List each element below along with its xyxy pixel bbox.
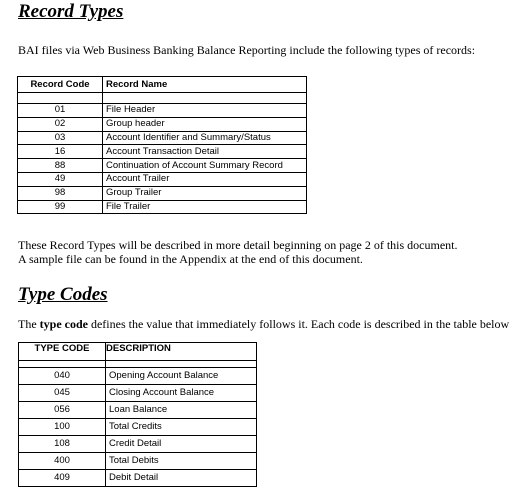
- table-row: [19, 368, 257, 385]
- type-description-cell: Loan Balance: [106, 402, 257, 419]
- table-row: [19, 385, 257, 402]
- type-codes-intro-post: defines the value that immediately follows it. Each code is described in the table below: [87, 317, 510, 331]
- table-row: [18, 145, 307, 159]
- type-code-cell: 056: [19, 402, 106, 419]
- table-row: [18, 200, 307, 214]
- record-types-heading: Record Types: [18, 1, 124, 22]
- record-types-intro: BAI files via Web Business Banking Balance Reporting include the following types of records:: [18, 43, 476, 57]
- record-name-cell: Group Trailer: [103, 186, 307, 200]
- record-code-cell: 03: [18, 131, 103, 145]
- type-code-cell: 409: [19, 470, 106, 487]
- type-code-cell: 045: [19, 385, 106, 402]
- type-codes-intro-pre: The: [18, 317, 40, 331]
- table-row: [19, 453, 257, 470]
- record-name-cell: Account Transaction Detail: [103, 145, 307, 159]
- type-description-cell: Opening Account Balance: [106, 368, 257, 385]
- type-codes-heading: Type Codes: [18, 284, 108, 305]
- table-row: [18, 172, 307, 186]
- table-row: [19, 470, 257, 487]
- column-header-description: DESCRIPTION: [106, 343, 257, 361]
- type-code-cell: 100: [19, 419, 106, 436]
- record-code-cell: 98: [18, 186, 103, 200]
- record-name-cell: Group header: [103, 117, 307, 131]
- type-codes-table: [18, 342, 257, 487]
- record-name-cell: Account Trailer: [103, 172, 307, 186]
- table-header-row: [19, 343, 257, 361]
- record-types-note-2: A sample file can be found in the Appendix at the end of this document.: [18, 252, 363, 266]
- column-header-record-name: Record Name: [103, 77, 307, 93]
- record-name-cell: Continuation of Account Summary Record: [103, 159, 307, 173]
- record-name-cell: File Header: [103, 104, 307, 118]
- type-code-cell: 108: [19, 436, 106, 453]
- record-types-note-1: These Record Types will be described in more detail beginning on page 2 of this document.: [18, 238, 458, 252]
- table-row: [18, 117, 307, 131]
- column-header-type-code: TYPE CODE: [19, 343, 106, 361]
- record-types-table: [17, 76, 307, 214]
- type-codes-intro: [18, 317, 509, 331]
- table-spacer-row: [18, 93, 307, 104]
- type-description-cell: Debit Detail: [106, 470, 257, 487]
- table-spacer-row: [19, 361, 257, 368]
- type-description-cell: Total Debits: [106, 453, 257, 470]
- table-header-row: [18, 77, 307, 93]
- table-row: [18, 159, 307, 173]
- table-row: [19, 419, 257, 436]
- type-description-cell: Credit Detail: [106, 436, 257, 453]
- column-header-record-code: Record Code: [18, 77, 103, 93]
- table-row: [18, 186, 307, 200]
- type-codes-intro-bold: type code: [39, 317, 88, 331]
- table-row: [18, 131, 307, 145]
- record-code-cell: 49: [18, 172, 103, 186]
- type-description-cell: Closing Account Balance: [106, 385, 257, 402]
- type-code-cell: 400: [19, 453, 106, 470]
- type-code-cell: 040: [19, 368, 106, 385]
- type-description-cell: Total Credits: [106, 419, 257, 436]
- record-code-cell: 88: [18, 159, 103, 173]
- record-code-cell: 16: [18, 145, 103, 159]
- record-name-cell: File Trailer: [103, 200, 307, 214]
- record-code-cell: 02: [18, 117, 103, 131]
- record-code-cell: 99: [18, 200, 103, 214]
- table-row: [19, 402, 257, 419]
- record-code-cell: 01: [18, 104, 103, 118]
- record-name-cell: Account Identifier and Summary/Status: [103, 131, 307, 145]
- table-row: [18, 104, 307, 118]
- table-row: [19, 436, 257, 453]
